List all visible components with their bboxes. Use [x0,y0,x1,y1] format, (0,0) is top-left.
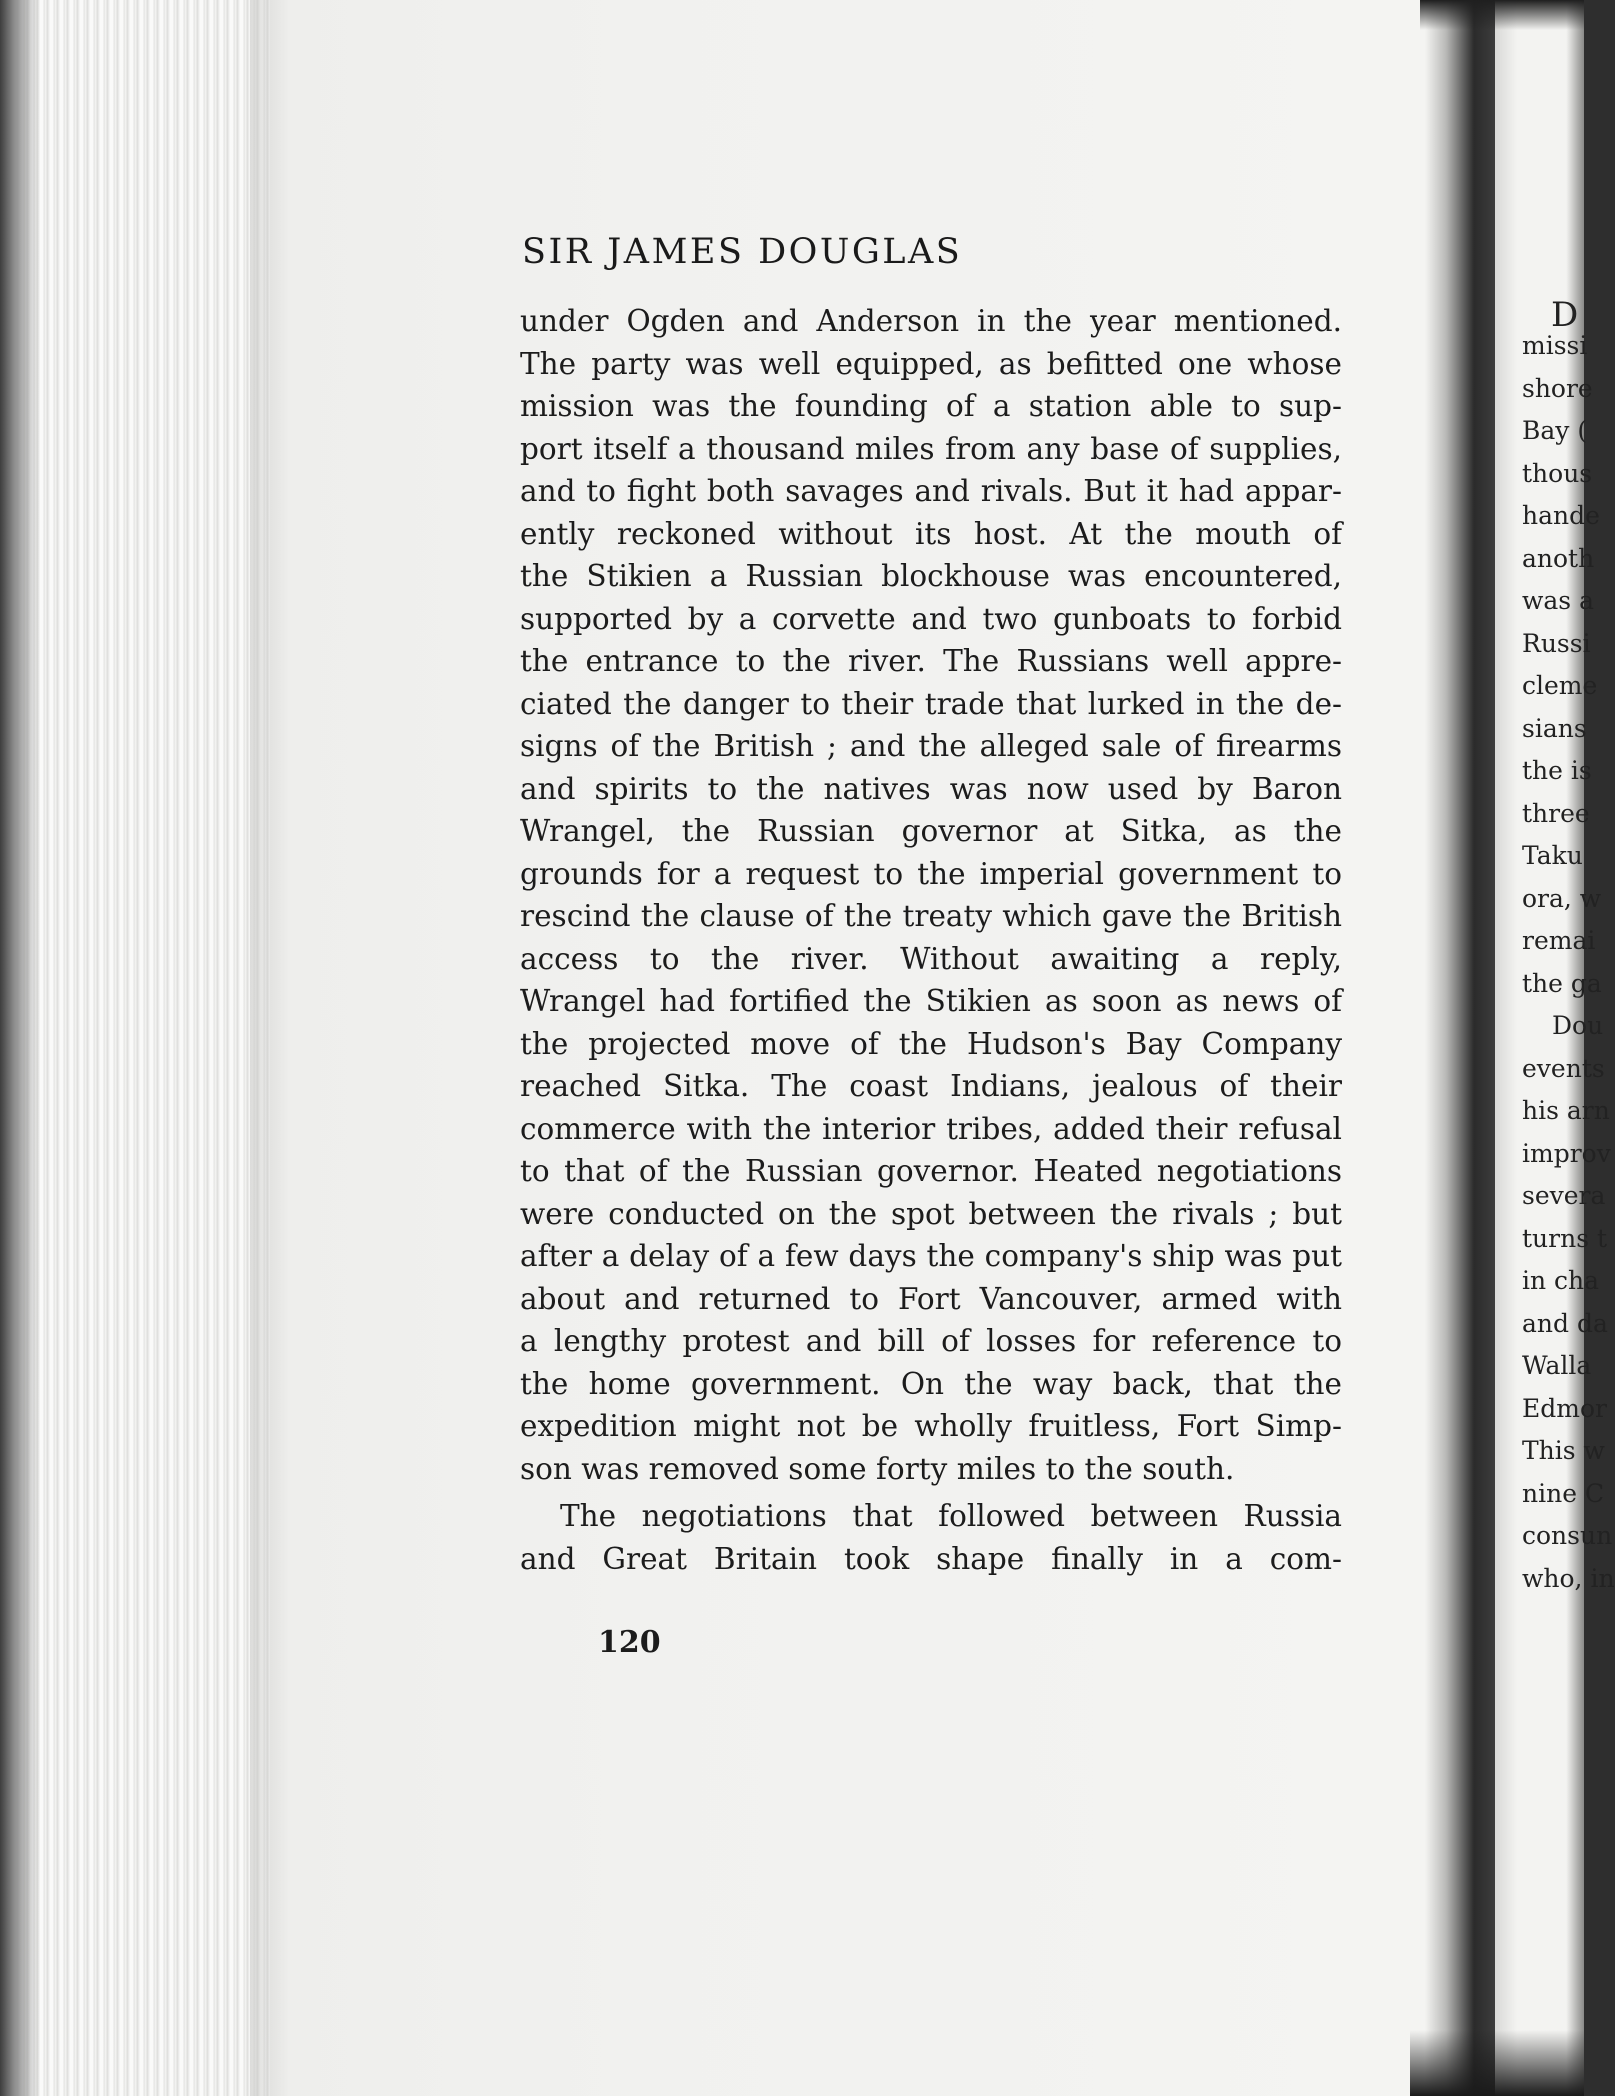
running-head: SIR JAMES DOUGLAS [522,232,963,272]
text-line: ciated the danger to their trade that lurked in the de- [520,686,1342,721]
text-line: the projected move of the Hudson's Bay Company [520,1026,1342,1061]
text-line: rescind the clause of the treaty which gave the British [520,899,1342,933]
facing-line: severa [1522,1181,1606,1210]
text-line: access to the river. Without awaiting a reply, [520,941,1342,976]
facing-page-fragment [1495,0,1615,2096]
facing-line: his arn [1522,1096,1610,1125]
text-line: the entrance to the river. The Russians well appre- [520,644,1342,678]
facing-line: ora, w [1522,883,1602,913]
book-gutter [1425,0,1495,2096]
text-line: reached Sitka. The coast Indians, jealous of their [520,1069,1342,1103]
text-line: Wrangel had fortified the Stikien as soon as news of [520,984,1342,1018]
facing-line: Taku [1522,841,1583,870]
facing-line: the ga [1522,968,1602,998]
text-line: the Stikien a Russian blockhouse was encountered, [520,559,1342,593]
facing-line: was a [1522,586,1594,615]
facing-line: missi [1522,331,1588,360]
facing-line: the is [1522,756,1592,785]
facing-running-head: D [1551,295,1579,335]
facing-line: Russi [1522,628,1591,658]
text-line: son was removed some forty miles to the south. [520,1451,1235,1486]
facing-line: sians [1522,713,1587,743]
text-line: and Great Britain took shape finally in a com- [520,1541,1342,1576]
facing-line: Bay ( [1522,416,1588,445]
facing-line: and da [1522,1308,1608,1338]
facing-line: Edmor [1522,1393,1607,1423]
facing-line: anoth [1522,543,1595,573]
text-line: Wrangel, the Russian governor at Sitka, as the [520,814,1342,848]
facing-line: consun [1522,1521,1613,1550]
text-line: a lengthy protest and bill of losses for reference to [520,1324,1342,1358]
scan-shadow-top [1420,0,1584,30]
text-line: after a delay of a few days the company's ship was put [520,1239,1342,1273]
facing-line: thous [1522,458,1593,488]
facing-line: cleme [1522,671,1598,700]
text-line: The party was well equipped, as befitted one whose [520,346,1342,381]
scan-shadow-bottom [1410,2030,1584,2096]
edge-shadow [0,0,40,2096]
text-line: the home government. On the way back, that the [520,1366,1342,1401]
text-line: ently reckoned without its host. At the mouth of [520,516,1342,551]
facing-line: in cha [1522,1266,1600,1295]
text-line: signs of the British ; and the alleged sale of firearms [520,729,1342,763]
text-line: The negotiations that followed between Russia [560,1499,1342,1533]
text-line: expedition might not be wholly fruitless, Fort Simp- [520,1409,1342,1443]
facing-line: who, in [1522,1563,1615,1593]
facing-line: turns t [1522,1223,1608,1253]
facing-line: improv [1522,1138,1611,1168]
text-line: grounds for a request to the imperial government to [520,856,1342,891]
text-line: and to fight both savages and rivals. But it had appar- [520,474,1342,508]
facing-line: nine C [1522,1478,1605,1508]
text-line: to that of the Russian governor. Heated negotiations [520,1154,1342,1188]
facing-line: Dou [1552,1011,1604,1040]
facing-text [1522,325,1615,1600]
page-number: 120 [598,1625,661,1660]
page-edges [0,0,270,2096]
facing-line: hande [1522,501,1600,530]
facing-line: Walla [1522,1351,1592,1380]
body-text [520,300,1342,1580]
facing-line: three [1522,798,1590,828]
text-line: port itself a thousand miles from any base of supplies, [520,431,1342,466]
facing-line: shore [1522,373,1593,403]
text-line: were conducted on the spot between the rivals ; but [520,1196,1342,1231]
facing-line: remai [1522,926,1596,955]
text-line: commerce with the interior tribes, added their refusal [520,1111,1342,1146]
edge-fade [250,0,290,2096]
facing-line: This w [1522,1436,1605,1465]
text-line: mission was the founding of a station able to sup- [520,389,1342,423]
facing-line: events [1522,1053,1605,1083]
text-line: and spirits to the natives was now used by Baron [520,771,1342,806]
text-line: supported by a corvette and two gunboats to forbid [520,601,1342,636]
text-line: about and returned to Fort Vancouver, armed with [520,1281,1342,1316]
text-line: under Ogden and Anderson in the year mentioned. [520,304,1342,338]
